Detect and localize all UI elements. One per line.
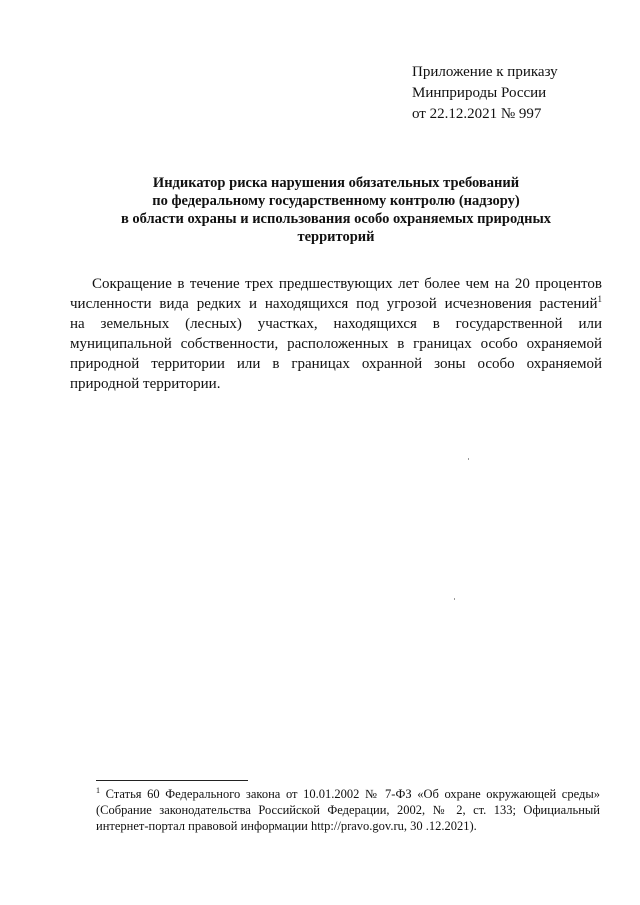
body-line-2-text: численности вида редких и находящихся под угрозой исчезновения растений: [70, 296, 598, 312]
body-line-3: на земельных (лесных) участках, находящихся в государственной или: [70, 316, 602, 332]
document-title: [70, 174, 602, 246]
body-line-5: природной территории или в границах охранной зоны особо охраняемой: [70, 356, 602, 372]
footnote: [96, 786, 600, 834]
footnote-separator: [96, 780, 248, 781]
body-line-2: [70, 294, 602, 314]
footnote-marker: 1: [96, 785, 100, 795]
footnote-line-3: интернет-портал правовой информации http://pravo.gov.ru, 30 .12.2021).: [96, 819, 477, 833]
title-line-4: территорий: [297, 229, 375, 245]
footnote-line-1-text: Статья 60 Федерального закона от 10.01.2002 № 7-ФЗ «Об охране окружающей среды»: [100, 787, 600, 801]
footnote-line-1: [96, 786, 600, 802]
scan-speck: [468, 458, 469, 460]
appendix-line-2: Минприроды России: [412, 85, 547, 101]
footnote-line-2: (Собрание законодательства Российской Федерации, 2002, № 2, ст. 133; Официальный: [96, 803, 600, 817]
body-line-1: Сокращение в течение трех предшествующих лет более чем на 20 процентов: [92, 276, 602, 292]
body-line-6: природной территории.: [70, 376, 221, 392]
appendix-header: [412, 62, 558, 125]
title-line-3: в области охраны и использования особо охраняемых природных: [120, 211, 552, 227]
title-line-2: по федеральному государственному контролю (надзору): [152, 193, 520, 209]
scan-speck: [454, 598, 455, 600]
appendix-line-1: Приложение к приказу: [412, 64, 558, 80]
body-line-4: муниципальной собственности, расположенных в границах особо охраняемой: [70, 336, 602, 352]
footnote-reference[interactable]: 1: [597, 294, 602, 304]
appendix-line-3: от 22.12.2021 № 997: [412, 106, 542, 122]
body-paragraph: [70, 274, 602, 394]
title-line-1: Индикатор риска нарушения обязательных требований: [152, 175, 520, 191]
